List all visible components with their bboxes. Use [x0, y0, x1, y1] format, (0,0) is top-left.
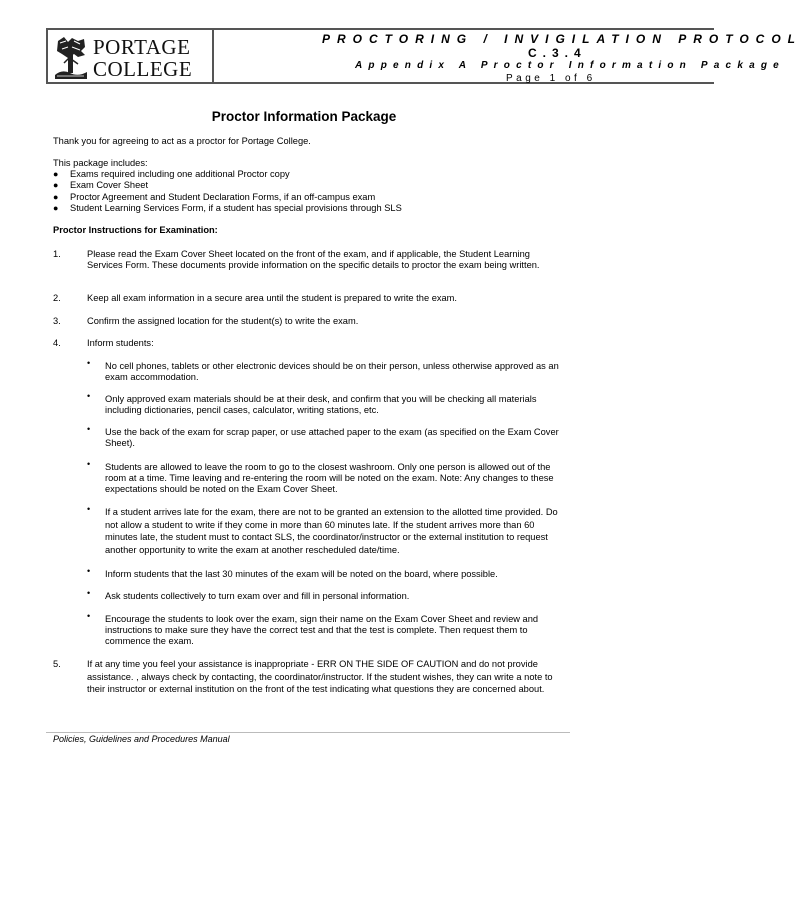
list-item: ● Student Learning Services Form, if a student has special provisions through SLS: [53, 202, 402, 213]
logo-word-portage: PORTAGE: [93, 35, 191, 59]
inform-item: • Use the back of the exam for scrap paper, or use attached paper to the exam (as specified on the Exam Cover Sheet).: [87, 424, 559, 448]
bullet-icon: ●: [53, 169, 59, 179]
footer-divider: [46, 732, 570, 733]
includes-heading: This package includes:: [53, 158, 148, 168]
bullet-icon: ●: [53, 191, 59, 202]
instructions-heading: Proctor Instructions for Examination:: [53, 225, 218, 235]
step-item: 2. Keep all exam information in a secure area until the student is prepared to write the exam.: [53, 293, 458, 303]
portage-college-logo: [46, 28, 214, 84]
page-number: 1: [549, 73, 559, 84]
bullet-icon: ●: [53, 202, 59, 213]
bullet-icon: •: [87, 588, 91, 598]
protocol-code: C.3.4: [528, 46, 587, 60]
list-item: ● Proctor Agreement and Student Declaration Forms, if an off-campus exam: [53, 191, 376, 202]
bullet-icon: ●: [53, 180, 59, 191]
inform-item: • Inform students that the last 30 minutes of the exam will be noted on the board, where possible.: [87, 566, 498, 579]
protocol-title: PROCTORING / INVIGILATION PROTOCOL: [322, 32, 802, 46]
step-item: 5. If at any time you feel your assistance is inappropriate - ERR ON THE SIDE OF CAUTION and do not provide assistance. , always check by contacting, the coordinator/instructor. If the student wishes, they can write a note to their instructor or external institution on the front of the test indicating what questions they are concerned about.: [53, 659, 553, 695]
bullet-icon: •: [87, 424, 91, 434]
page-total: 6: [586, 73, 596, 84]
inform-item: • Ask students collectively to turn exam over and fill in personal information.: [87, 588, 410, 601]
appendix-label: Appendix A: [355, 60, 472, 71]
tree-logo-icon: [54, 35, 88, 79]
inform-item: • No cell phones, tablets or other electronic devices should be on their person, unless otherwise approved as an exam accommodation.: [87, 358, 559, 382]
includes-list: [53, 169, 402, 214]
inform-item: • Only approved exam materials should be at their desk, and confirm that you will be checking all materials including dictionaries, pencil cases, calculator, writing stations, etc.: [87, 391, 537, 415]
appendix-line: [355, 60, 785, 71]
bullet-icon: •: [87, 391, 91, 401]
page-of: of: [564, 73, 581, 84]
inform-item: • Students are allowed to leave the room to go to the closest washroom. Only one person is allowed out of the room at a time. Time leaving and re-entering the room will be noted on the exam. Note: Any changes to these expectations should be noted on the Exam Cover Sheet.: [87, 459, 554, 494]
bullet-icon: •: [87, 358, 91, 368]
bullet-icon: •: [87, 566, 91, 576]
inform-item: • If a student arrives late for the exam, there are not to be granted an extension to the allotted time provided. Do not allow a student to write if they come in more than 60 minutes late. If the student arrives more than 60 minutes late, the student must to contact SLS, the coordinator/instructor or the external institution to request another opportunity to write the exam at another rescheduled date/time.: [87, 504, 558, 556]
bullet-icon: •: [87, 611, 91, 621]
list-item: ● Exams required including one additional Proctor copy: [53, 169, 290, 179]
footer-manual-title: Policies, Guidelines and Procedures Manual: [53, 734, 230, 744]
intro-text: Thank you for agreeing to act as a proctor for Portage College.: [53, 136, 311, 146]
list-item: ● Exam Cover Sheet: [53, 180, 149, 191]
step-item: 1. Please read the Exam Cover Sheet located on the front of the exam, and if applicable, the Student Learning Services Form. These documents provide information on the specific details to proctor the exam being written.: [53, 249, 540, 270]
inform-item: • Encourage the students to look over the exam, sign their name on the Exam Cover Sheet and review and instructions to make sure they have the correct test and that the test is complete. Then request them to commence the exam.: [87, 611, 539, 646]
logo-word-college: COLLEGE: [93, 57, 193, 81]
bullet-icon: •: [87, 504, 91, 514]
page-label: Page: [506, 73, 544, 84]
step-item: 4. Inform students:: [53, 338, 154, 348]
step-item: 3. Confirm the assigned location for the student(s) to write the exam.: [53, 316, 359, 326]
page-title: Proctor Information Package: [211, 109, 397, 124]
page-indicator: [506, 73, 596, 84]
appendix-title: Proctor Information Package: [480, 60, 785, 71]
bullet-icon: •: [87, 459, 91, 469]
